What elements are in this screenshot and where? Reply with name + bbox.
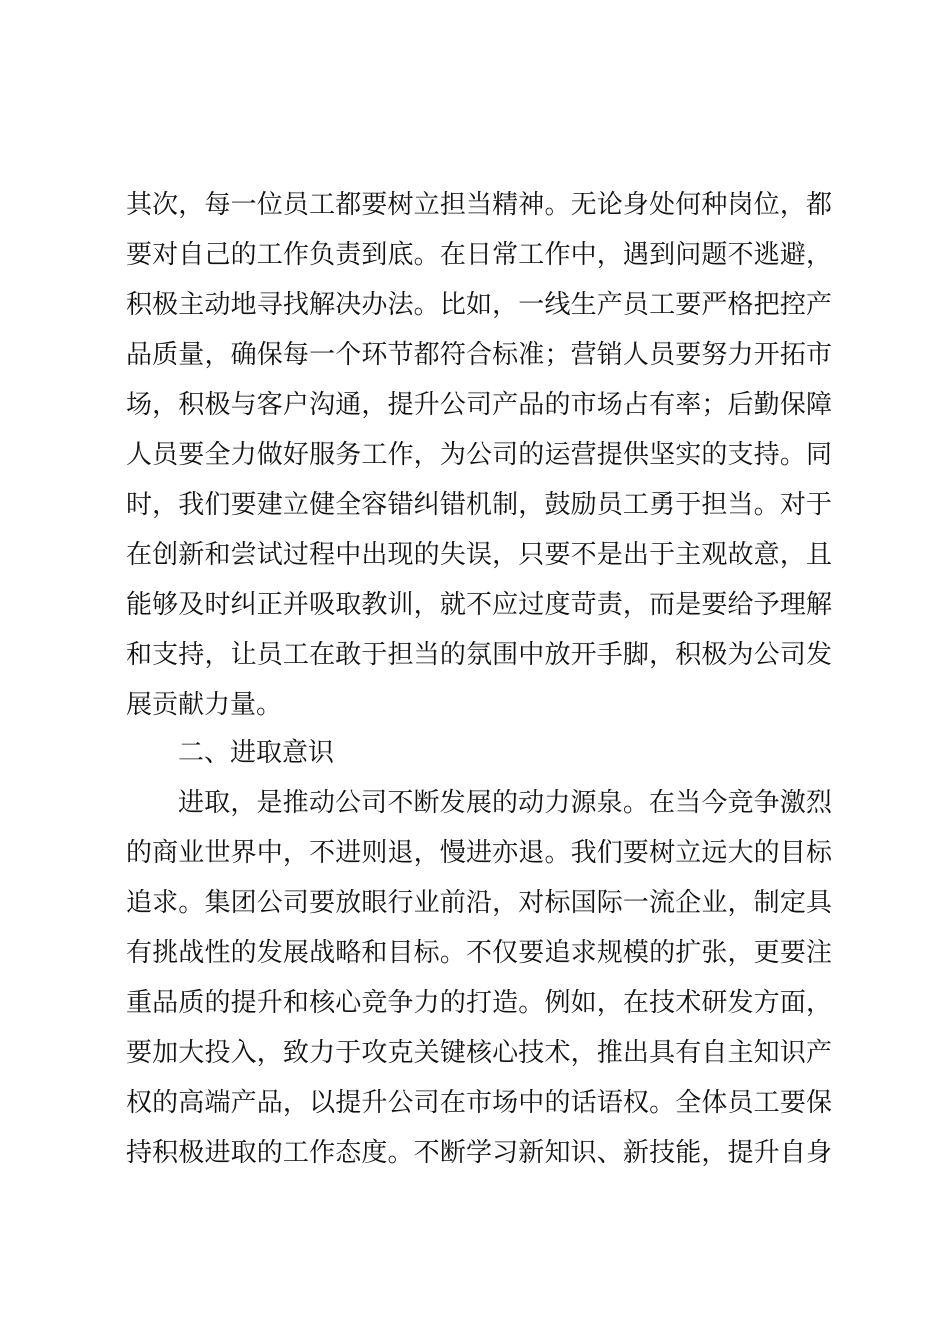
text-line: 品质量，确保每一个环节都符合标准；营销人员要努力开拓市: [126, 340, 832, 370]
text-line: 持积极进取的工作态度。不断学习新知识、新技能，提升自身: [126, 1138, 832, 1168]
text-line: 和支持，让员工在敢于担当的氛围中放开手脚，积极为公司发: [126, 640, 832, 670]
text-line: 的商业世界中，不进则退，慢进亦退。我们要树立远大的目标: [126, 838, 832, 868]
text-line: 积极主动地寻找解决办法。比如，一线生产员工要严格把控产: [126, 290, 832, 320]
text-line: 能够及时纠正并吸取教训，就不应过度苛责，而是要给予理解: [126, 590, 832, 620]
section-heading: [126, 728, 832, 778]
text-line: 要对自己的工作负责到底。在日常工作中，遇到问题不逃避，: [126, 240, 832, 270]
text-line: 场，积极与客户沟通，提升公司产品的市场占有率；后勤保障: [126, 390, 832, 420]
text-line: 在创新和尝试过程中出现的失误，只要不是出于主观故意，且: [126, 540, 832, 570]
text-line: 要加大投入，致力于攻克关键核心技术，推出具有自主知识产: [126, 1038, 832, 1068]
text-line: 时，我们要建立健全容错纠错机制，鼓励员工勇于担当。对于: [126, 490, 832, 520]
text-line: 追求。集团公司要放眼行业前沿，对标国际一流企业，制定具: [126, 888, 832, 918]
text-line: 人员要全力做好服务工作，为公司的运营提供坚实的支持。同: [126, 440, 832, 470]
text-line: 权的高端产品，以提升公司在市场中的话语权。全体员工要保: [126, 1088, 832, 1118]
section-heading-text: 二、进取意识: [178, 738, 335, 768]
text-line: 展贡献力量。: [126, 690, 283, 720]
text-line: 重品质的提升和核心竞争力的打造。例如，在技术研发方面，: [126, 988, 832, 1018]
paragraph-enterprising: [126, 778, 832, 1178]
text-line: 其次，每一位员工都要树立担当精神。无论身处何种岗位，都: [126, 190, 832, 220]
text-line: 有挑战性的发展战略和目标。不仅要追求规模的扩张，更要注: [126, 938, 832, 968]
paragraph-accountability: [126, 180, 832, 730]
text-line: 进取，是推动公司不断发展的动力源泉。在当今竞争激烈: [178, 788, 832, 818]
